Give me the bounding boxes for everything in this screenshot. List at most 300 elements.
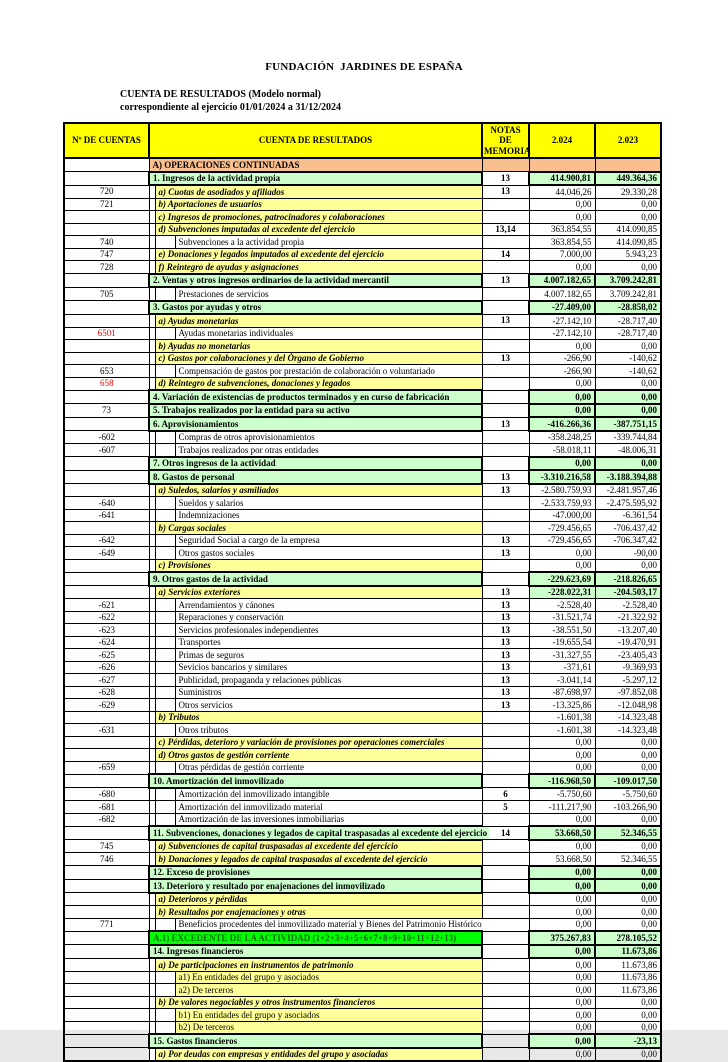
value-2023-cell: 52.346,55 — [595, 826, 661, 840]
table-row — [64, 327, 661, 340]
table-row — [64, 274, 661, 288]
concept-cell — [149, 314, 482, 327]
memoria-note-cell — [482, 906, 529, 919]
col-header-2023: 2.023 — [595, 123, 661, 158]
value-2024-cell: -116.968,50 — [529, 774, 595, 788]
col-header-notes: NOTAS DE MEMORIA — [482, 123, 529, 158]
indent-spacer — [156, 599, 176, 611]
indent-spacer — [156, 649, 176, 661]
concept-label: Otros servicios — [176, 699, 482, 711]
concept-label: Ayudas monetarias individuales — [176, 328, 482, 340]
concept-cell — [149, 340, 482, 353]
account-number-cell: 73 — [64, 404, 149, 418]
account-number-cell: -629 — [64, 699, 149, 712]
table-row — [64, 211, 661, 224]
table-row — [64, 248, 661, 261]
memoria-note-cell — [482, 774, 529, 788]
memoria-note-cell — [482, 327, 529, 340]
account-number-cell: -680 — [64, 788, 149, 801]
concept-label: Otros gastos sociales — [176, 547, 482, 559]
table-row — [64, 377, 661, 390]
concept-label: a1) En entidades del grupo y asociados — [176, 972, 482, 984]
value-2023-cell: 0,00 — [595, 390, 661, 404]
memoria-note-cell — [482, 879, 529, 893]
concept-cell — [149, 172, 482, 186]
account-number-cell: 658 — [64, 377, 149, 390]
account-number-cell — [64, 470, 149, 484]
account-number-cell: -659 — [64, 761, 149, 774]
memoria-note-cell — [482, 893, 529, 906]
indent-spacer — [156, 699, 176, 711]
value-2023-cell: 414.090,85 — [595, 236, 661, 249]
table-row — [64, 906, 661, 919]
concept-cell — [149, 611, 482, 624]
indent-spacer — [156, 972, 176, 984]
account-number-cell: -624 — [64, 636, 149, 649]
concept-cell — [149, 457, 482, 471]
table-row — [64, 736, 661, 749]
concept-label: b) Ayudas no monetarias — [156, 340, 482, 352]
account-number-cell — [64, 390, 149, 404]
memoria-note-cell — [482, 457, 529, 471]
memoria-note-cell: 13 — [482, 686, 529, 699]
value-2024-cell: 0,00 — [529, 377, 595, 390]
indent-spacer — [156, 789, 176, 801]
value-2023-cell: 0,00 — [595, 749, 661, 762]
concept-label: Amortización de las inversiones inmobiliarias — [176, 814, 482, 826]
value-2024-cell: -229.623,69 — [529, 572, 595, 586]
table-row — [64, 509, 661, 522]
concept-label: e) Donaciones y legados imputados al excedente del ejercicio — [156, 249, 482, 261]
concept-cell — [149, 261, 482, 274]
value-2024-cell: 0,00 — [529, 945, 595, 959]
col-header-accounts: Nº DE CUENTAS — [64, 123, 149, 158]
table-row — [64, 497, 661, 510]
indent-spacer — [156, 510, 176, 522]
value-2023-cell: -12.048,98 — [595, 699, 661, 712]
value-2024-cell: 0,00 — [529, 404, 595, 418]
concept-label: a) Cuotas de asodiados y afiliados — [156, 186, 482, 198]
indent-spacer — [156, 612, 176, 624]
results-table-header — [64, 123, 661, 158]
memoria-note-cell: 13 — [482, 534, 529, 547]
account-number-cell — [64, 417, 149, 431]
concept-label: d) Reintegro de subvenciones, donaciones y legados — [156, 378, 482, 390]
concept-cell — [149, 958, 482, 971]
value-2024-cell: -13.325,86 — [529, 699, 595, 712]
indent-spacer — [156, 814, 176, 826]
concept-label: Amortización del inmovilizado intangible — [176, 789, 482, 801]
account-number-cell — [64, 958, 149, 971]
concept-cell — [149, 211, 482, 224]
value-2024-cell: 4.007.182,65 — [529, 274, 595, 288]
table-row — [64, 444, 661, 457]
value-2023-cell: -23.405,43 — [595, 649, 661, 662]
memoria-note-cell — [482, 377, 529, 390]
indent-spacer — [156, 762, 176, 774]
concept-label: Seguridad Social a cargo de la empresa — [176, 535, 482, 547]
concept-label: Arrendamientos y cánones — [176, 599, 482, 611]
memoria-note-cell: 13 — [482, 586, 529, 599]
table-row — [64, 314, 661, 327]
account-number-cell — [64, 711, 149, 724]
value-2023-cell: -204.503,17 — [595, 586, 661, 599]
memoria-note-cell: 13 — [482, 674, 529, 687]
concept-label: d) Otros gastos de gestión corriente — [156, 749, 482, 761]
value-2023-cell: 0,00 — [595, 198, 661, 211]
value-2024-cell: -2.528,40 — [529, 599, 595, 612]
concept-cell — [149, 906, 482, 919]
concept-label: a2) De terceros — [176, 984, 482, 996]
concept-cell — [149, 365, 482, 378]
concept-label: 3. Gastos por ayudas y otros — [150, 302, 481, 314]
value-2023-cell: -218.826,65 — [595, 572, 661, 586]
value-2024-cell: 0,00 — [529, 893, 595, 906]
memoria-note-cell: 13 — [482, 661, 529, 674]
value-2024-cell: 0,00 — [529, 906, 595, 919]
value-2024-cell: -2.580.759,93 — [529, 484, 595, 497]
value-2023-cell: -14.323,48 — [595, 711, 661, 724]
account-number-cell: 745 — [64, 840, 149, 853]
account-number-cell — [64, 211, 149, 224]
table-row — [64, 484, 661, 497]
value-2024-cell: -3.310.216,58 — [529, 470, 595, 484]
value-2024-cell: -228.022,31 — [529, 586, 595, 599]
concept-label: Reparaciones y conservación — [176, 612, 482, 624]
value-2024-cell: -19.655,54 — [529, 636, 595, 649]
concept-label: A.1) EXCEDENTE DE LA ACTIVIDAD (1+2+3+4+5+6+7+8+9+10+11+12+13) — [150, 932, 481, 944]
value-2023-cell: -28.717,40 — [595, 327, 661, 340]
memoria-note-cell — [482, 813, 529, 826]
value-2024-cell: 53.668,50 — [529, 826, 595, 840]
table-row — [64, 198, 661, 211]
value-2023-cell: 278.105,52 — [595, 931, 661, 945]
account-number-cell — [64, 522, 149, 535]
memoria-note-cell — [482, 971, 529, 984]
value-2023-cell: -140,62 — [595, 352, 661, 365]
value-2023-cell: -706.347,42 — [595, 534, 661, 547]
value-2024-cell: 0,00 — [529, 879, 595, 893]
value-2024-cell: 363.854,55 — [529, 236, 595, 249]
concept-cell — [149, 699, 482, 712]
memoria-note-cell: 5 — [482, 801, 529, 814]
col-header-concept: CUENTA DE RESULTADOS — [149, 123, 482, 158]
concept-cell — [149, 736, 482, 749]
value-2023-cell: 5.943,23 — [595, 248, 661, 261]
concept-label: Servicios profesionales independientes — [176, 624, 482, 636]
value-2023-cell: 0,00 — [595, 377, 661, 390]
account-number-cell — [64, 586, 149, 599]
account-number-cell: -642 — [64, 534, 149, 547]
memoria-note-cell — [482, 996, 529, 1009]
account-number-cell — [64, 274, 149, 288]
concept-label: b) Resultados por enajenaciones y otras — [156, 906, 482, 918]
table-row — [64, 404, 661, 418]
value-2023-cell: 0,00 — [595, 906, 661, 919]
org-title: FUNDACIÓN JARDINES DE ESPAÑA — [265, 61, 463, 73]
account-number-cell: -625 — [64, 649, 149, 662]
memoria-note-cell — [482, 1048, 529, 1062]
value-2023-cell: 0,00 — [595, 736, 661, 749]
account-number-cell — [64, 172, 149, 186]
value-2024-cell: 0,00 — [529, 996, 595, 1009]
value-2023-cell: 0,00 — [595, 840, 661, 853]
value-2023-cell: -97.852,08 — [595, 686, 661, 699]
concept-cell — [149, 761, 482, 774]
concept-cell — [149, 879, 482, 893]
memoria-note-cell: 13,14 — [482, 223, 529, 236]
concept-label: a) Ayudas monetarias — [156, 315, 482, 327]
table-row — [64, 236, 661, 249]
value-2024-cell: -266,90 — [529, 352, 595, 365]
concept-label: 13. Deterioro y resultado por enajenaciones del inmovilizado — [150, 880, 481, 892]
value-2024-cell: 0,00 — [529, 1021, 595, 1034]
account-number-cell: -627 — [64, 674, 149, 687]
concept-cell — [149, 390, 482, 404]
memoria-note-cell: 13 — [482, 699, 529, 712]
account-number-cell: -641 — [64, 509, 149, 522]
account-number-cell — [64, 1034, 149, 1048]
table-row — [64, 984, 661, 997]
table-row — [64, 840, 661, 853]
account-number-cell: -626 — [64, 661, 149, 674]
concept-cell — [149, 636, 482, 649]
indent-spacer — [156, 1022, 176, 1034]
value-2024-cell: 0,00 — [529, 457, 595, 471]
account-number-cell — [64, 572, 149, 586]
concept-cell — [149, 522, 482, 535]
concept-cell — [149, 404, 482, 418]
table-row — [64, 158, 661, 172]
value-2023-cell: -90,00 — [595, 547, 661, 560]
table-row — [64, 457, 661, 471]
account-number-cell: -649 — [64, 547, 149, 560]
indent-spacer — [156, 674, 176, 686]
value-2023-cell: 0,00 — [595, 879, 661, 893]
memoria-note-cell: 13 — [482, 599, 529, 612]
table-row — [64, 918, 661, 931]
indent-spacer — [156, 547, 176, 559]
value-2023-cell: 11.673,86 — [595, 984, 661, 997]
memoria-note-cell — [482, 736, 529, 749]
indent-spacer — [156, 801, 176, 813]
indent-spacer — [156, 662, 176, 674]
table-row — [64, 624, 661, 637]
concept-label: 1. Ingresos de la actividad propia — [150, 173, 481, 185]
value-2024-cell: -27.142,10 — [529, 314, 595, 327]
concept-label: c) Provisiones — [156, 560, 482, 572]
memoria-note-cell — [482, 945, 529, 959]
table-row — [64, 586, 661, 599]
indent-spacer — [156, 497, 176, 509]
table-row — [64, 1034, 661, 1048]
value-2024-cell: -266,90 — [529, 365, 595, 378]
table-row — [64, 390, 661, 404]
concept-cell — [149, 945, 482, 959]
table-row — [64, 572, 661, 586]
table-row — [64, 649, 661, 662]
memoria-note-cell: 13 — [482, 470, 529, 484]
concept-cell — [149, 826, 488, 840]
memoria-note-cell — [482, 749, 529, 762]
memoria-note-cell — [482, 211, 529, 224]
concept-label: 15. Gastos financieros — [150, 1035, 481, 1047]
account-number-cell: 653 — [64, 365, 149, 378]
memoria-note-cell — [482, 918, 529, 931]
concept-label: b) Donaciones y legados de capital traspasadas al excedente del ejercicio — [156, 853, 482, 865]
concept-cell — [149, 1009, 482, 1022]
value-2023-cell: -23,13 — [595, 1034, 661, 1048]
value-2024-cell: 0,00 — [529, 390, 595, 404]
table-row — [64, 185, 661, 198]
value-2024-cell: 53.668,50 — [529, 853, 595, 866]
table-row — [64, 866, 661, 880]
concept-cell — [149, 236, 482, 249]
concept-cell — [149, 686, 482, 699]
account-number-cell: 746 — [64, 853, 149, 866]
concept-label: a) Por deudas con empresas y entidades del grupo y asociadas — [156, 1049, 482, 1061]
indent-spacer — [156, 637, 176, 649]
table-row — [64, 893, 661, 906]
value-2023-cell: -706.437,42 — [595, 522, 661, 535]
table-row — [64, 340, 661, 353]
value-2024-cell: 0,00 — [529, 340, 595, 353]
concept-cell — [149, 559, 482, 572]
concept-label: 6. Aprovisionamientos — [150, 418, 481, 430]
concept-cell — [149, 572, 482, 586]
value-2024-cell: 0,00 — [529, 761, 595, 774]
table-row — [64, 686, 661, 699]
table-row — [64, 971, 661, 984]
indent-spacer — [156, 984, 176, 996]
value-2024-cell: 0,00 — [529, 840, 595, 853]
value-2024-cell: -87.698,97 — [529, 686, 595, 699]
concept-label: 9. Otros gastos de la actividad — [150, 573, 481, 585]
value-2023-cell: -28.717,40 — [595, 314, 661, 327]
concept-cell — [149, 840, 482, 853]
value-2024-cell: 44.046,26 — [529, 185, 595, 198]
memoria-note-cell: 13 — [482, 274, 529, 288]
value-2023-cell: 29.330,28 — [595, 185, 661, 198]
table-row — [64, 261, 661, 274]
table-row — [64, 547, 661, 560]
value-2024-cell: -58.018,11 — [529, 444, 595, 457]
concept-label: b) De valores negociables y otros instrumentos financieros — [156, 997, 482, 1009]
account-number-cell — [64, 736, 149, 749]
table-row — [64, 599, 661, 612]
table-row — [64, 352, 661, 365]
value-2024-cell: 0,00 — [529, 261, 595, 274]
value-2024-cell: 0,00 — [529, 813, 595, 826]
concept-label: 14. Ingresos financieros — [150, 946, 481, 958]
value-2023-cell: -5.750,60 — [595, 788, 661, 801]
concept-cell — [149, 918, 482, 931]
value-2024-cell: -111.217,90 — [529, 801, 595, 814]
value-2024-cell: -47.000,00 — [529, 509, 595, 522]
concept-cell — [149, 599, 482, 612]
concept-cell — [149, 788, 482, 801]
account-number-cell: 720 — [64, 185, 149, 198]
value-2023-cell: 449.364,36 — [595, 172, 661, 186]
account-number-cell — [64, 906, 149, 919]
memoria-note-cell — [482, 236, 529, 249]
concept-cell — [149, 774, 482, 788]
memoria-note-cell — [482, 444, 529, 457]
concept-cell — [149, 996, 482, 1009]
value-2023-cell: 0,00 — [595, 1048, 661, 1062]
memoria-note-cell — [482, 158, 529, 172]
value-2024-cell: 0,00 — [529, 918, 595, 931]
concept-label: Sueldos y salarios — [176, 497, 482, 509]
value-2024-cell: -31.327,55 — [529, 649, 595, 662]
value-2024-cell: -5.750,60 — [529, 788, 595, 801]
account-number-cell — [64, 866, 149, 880]
value-2023-cell: -28.858,02 — [595, 301, 661, 315]
concept-cell — [149, 198, 482, 211]
concept-label: Amortización del inmovilizado material — [176, 801, 482, 813]
account-number-cell: 728 — [64, 261, 149, 274]
table-row — [64, 470, 661, 484]
account-number-cell — [64, 314, 149, 327]
value-2024-cell: 0,00 — [529, 736, 595, 749]
indent-spacer — [156, 236, 176, 248]
memoria-note-cell — [482, 509, 529, 522]
concept-cell — [149, 586, 482, 599]
memoria-note-cell: 13 — [482, 352, 529, 365]
memoria-note-cell — [482, 198, 529, 211]
memoria-note-cell — [482, 984, 529, 997]
value-2024-cell: -729.456,65 — [529, 534, 595, 547]
indent-spacer — [156, 328, 176, 340]
concept-label: 7. Otros ingresos de la actividad — [150, 458, 481, 470]
value-2023-cell: 3.709.242,81 — [595, 287, 661, 301]
account-number-cell: -607 — [64, 444, 149, 457]
table-row — [64, 958, 661, 971]
value-2024-cell: 0,00 — [529, 971, 595, 984]
memoria-note-cell — [482, 931, 529, 945]
concept-label: f) Reintegro de ayudas y asignaciones — [156, 261, 482, 273]
value-2024-cell: -358.248,25 — [529, 431, 595, 444]
memoria-note-cell — [482, 1009, 529, 1022]
doc-title: CUENTA DE RESULTADOS (Modelo normal) — [120, 89, 321, 100]
table-row — [64, 1009, 661, 1022]
table-row — [64, 534, 661, 547]
value-2023-cell: -387.751,15 — [595, 417, 661, 431]
concept-label: Prestaciones de servicios — [176, 288, 482, 300]
memoria-note-cell — [482, 261, 529, 274]
concept-label: Otras pérdidas de gestión corriente — [176, 762, 482, 774]
value-2023-cell — [595, 158, 661, 172]
concept-cell — [149, 377, 482, 390]
concept-label: b) Cargas sociales — [156, 522, 482, 534]
concept-cell — [149, 984, 482, 997]
table-row — [64, 661, 661, 674]
value-2024-cell: -27.409,00 — [529, 301, 595, 315]
value-2024-cell: 0,00 — [529, 1009, 595, 1022]
memoria-note-cell: 13 — [482, 636, 529, 649]
account-number-cell — [64, 826, 149, 840]
table-row — [64, 636, 661, 649]
indent-spacer — [156, 365, 176, 377]
account-number-cell: -623 — [64, 624, 149, 637]
memoria-note-cell: 14 — [482, 248, 529, 261]
concept-cell — [149, 711, 482, 724]
indent-spacer — [156, 687, 176, 699]
account-number-cell — [64, 774, 149, 788]
memoria-note-cell — [482, 853, 529, 866]
value-2023-cell: 0,00 — [595, 1009, 661, 1022]
concept-cell — [149, 893, 482, 906]
